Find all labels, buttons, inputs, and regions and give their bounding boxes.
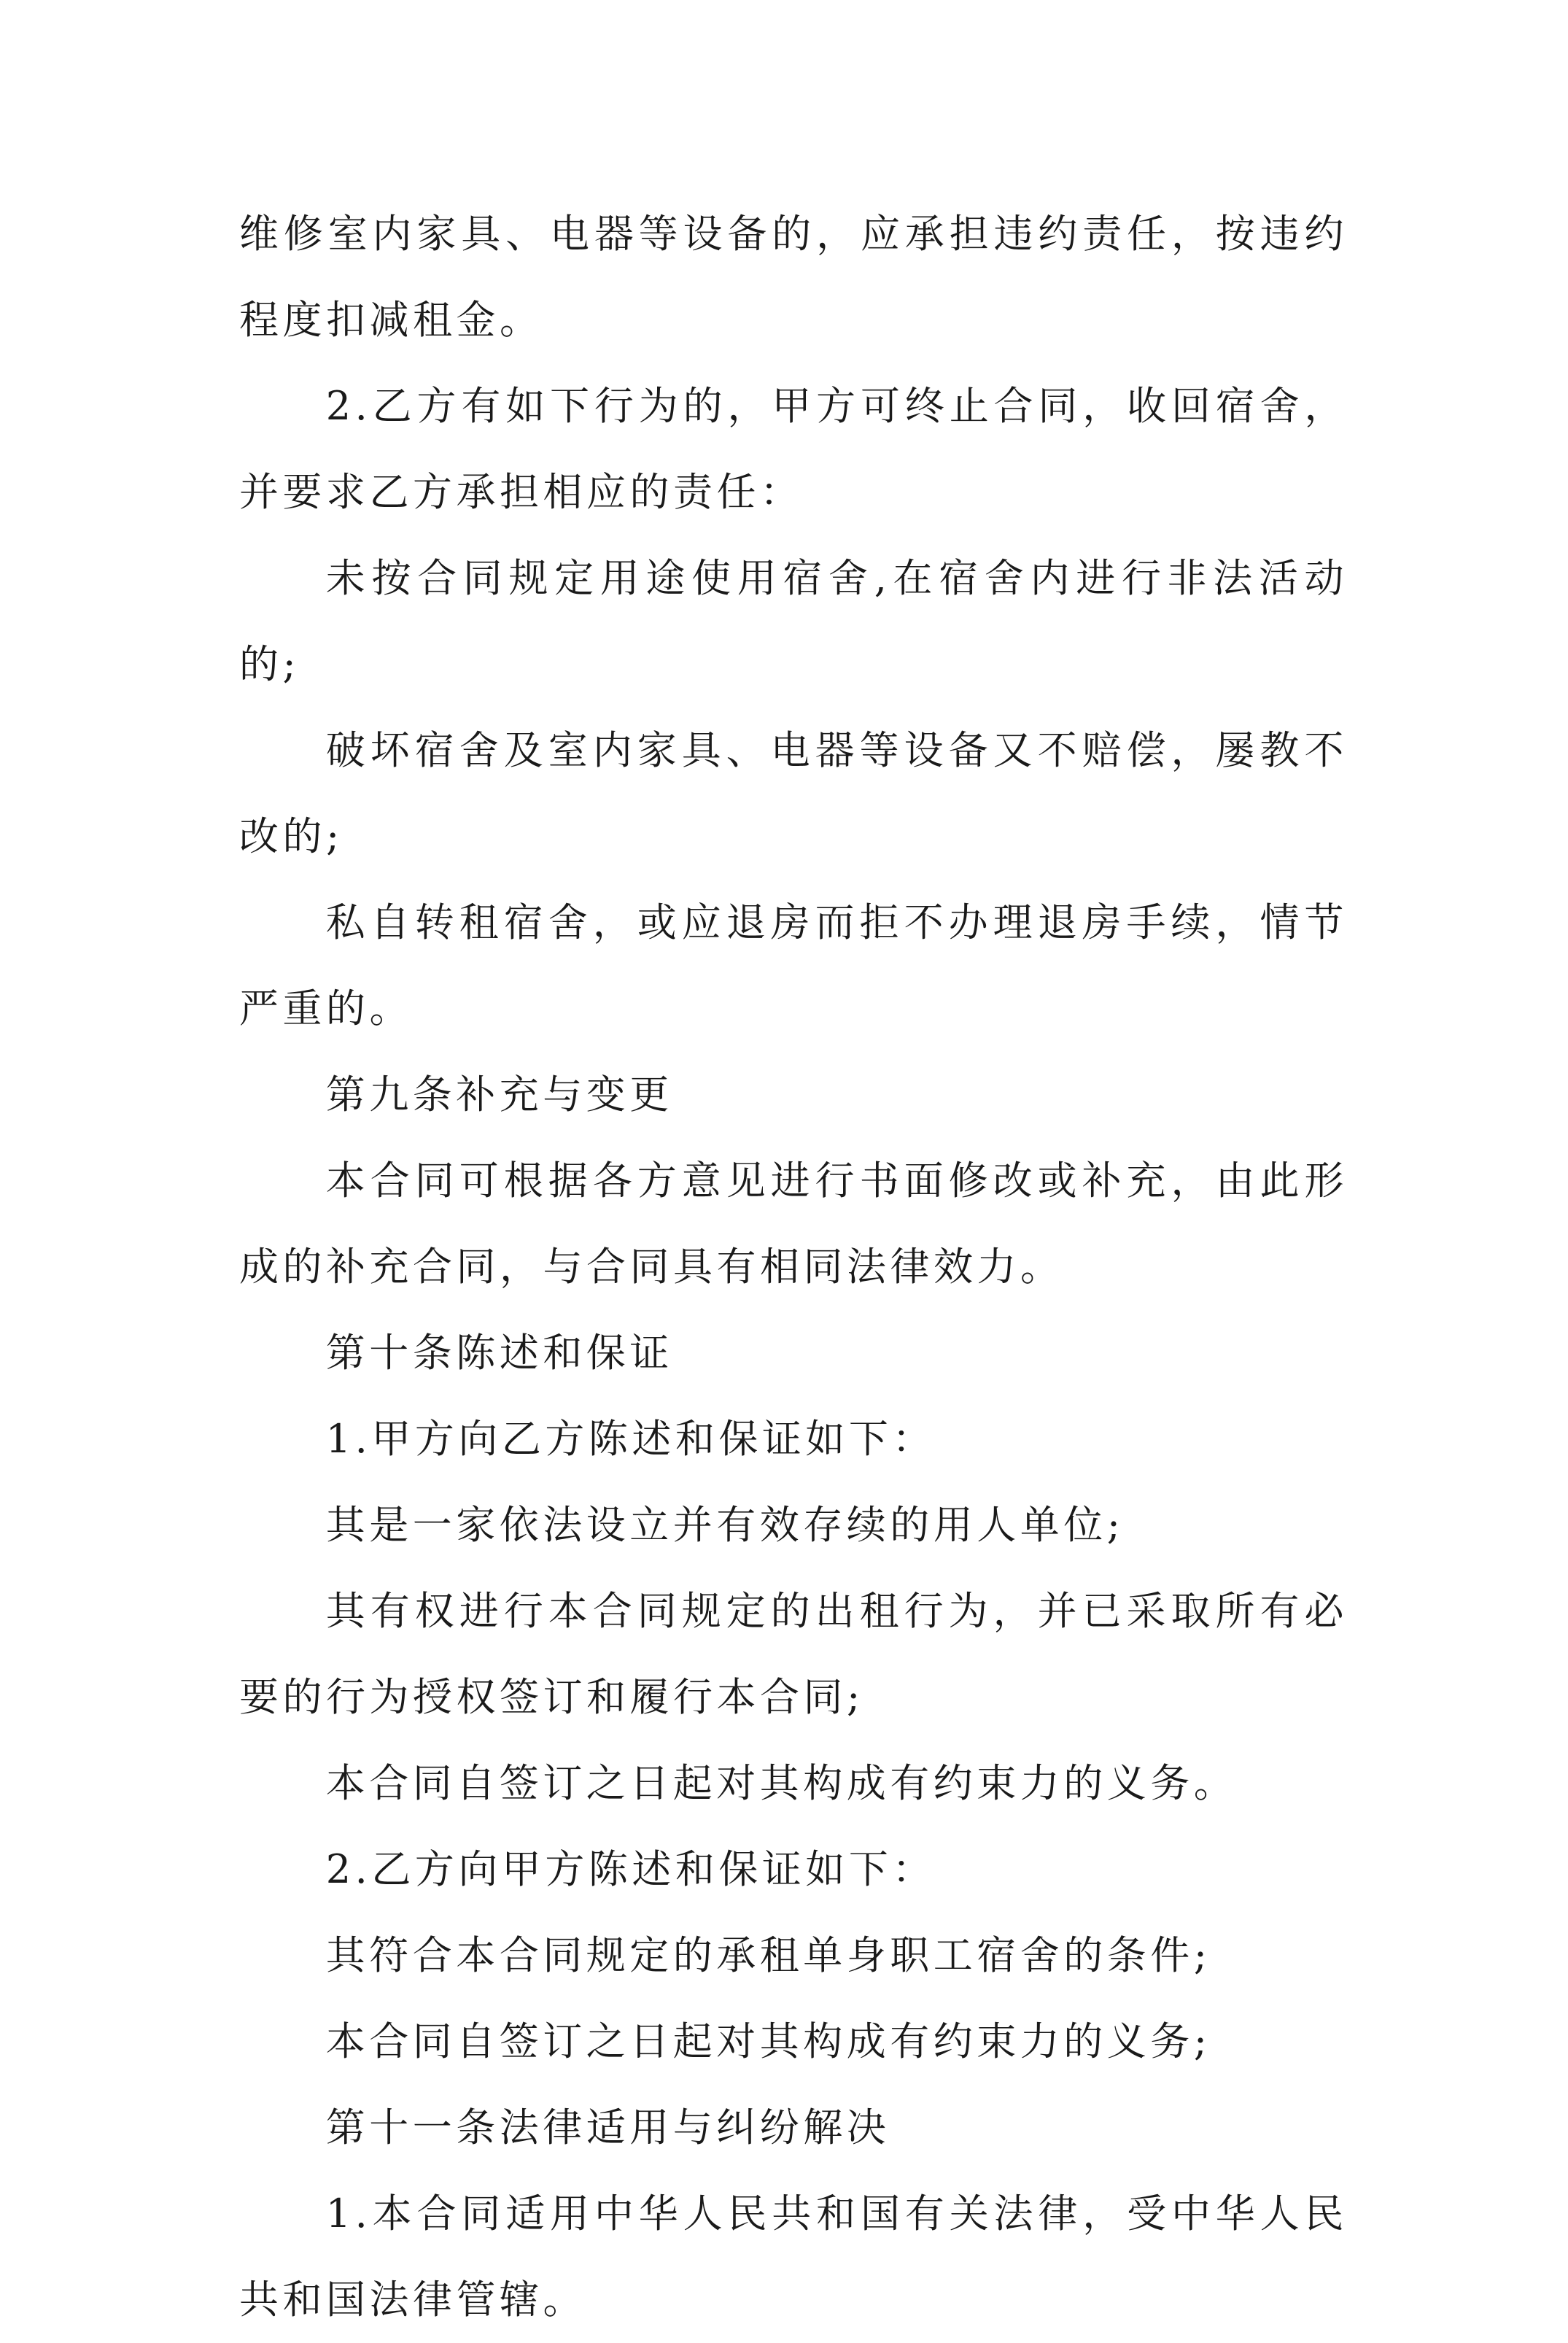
- paragraph-party-a-statement: 1.甲方向乙方陈述和保证如下：: [325, 1416, 936, 1462]
- paragraph-article-11-clause-1: 1.本合同适用中华人民共和国有关法律，受中华人民共和国法律管辖。: [239, 2191, 1348, 2323]
- paragraph-party-b-item-2: 本合同自签订之日起对其构成有约束力的义务;: [325, 2018, 1211, 2064]
- paragraph-party-a-item-2: 其有权进行本合同规定的出租行为，并已采取所有必要的行为授权签订和履行本合同;: [239, 1588, 1348, 1720]
- paragraph-clause-2: 2.乙方有如下行为的，甲方可终止合同，收回宿舍，并要求乙方承担相应的责任：: [239, 383, 1348, 515]
- paragraph-item-sublet: 私自转租宿舍，或应退房而拒不办理退房手续，情节严重的。: [239, 899, 1348, 1031]
- paragraph-party-a-item-3: 本合同自签订之日起对其构成有约束力的义务。: [325, 1760, 1238, 1806]
- document-body: [239, 191, 1348, 2343]
- paragraph-party-b-item-1: 其符合本合同规定的承租单身职工宿舍的条件;: [325, 1932, 1211, 1978]
- paragraph-article-9-body: 本合同可根据各方意见进行书面修改或补充，由此形成的补充合同，与合同具有相同法律效力。: [239, 1158, 1348, 1290]
- paragraph-item-damage: 破坏宿舍及室内家具、电器等设备又不赔偿，屡教不改的;: [239, 727, 1348, 859]
- paragraph-continuation: 维修室内家具、电器等设备的，应承担违约责任，按违约程度扣减租金。: [239, 211, 1348, 343]
- paragraph-party-b-statement: 2.乙方向甲方陈述和保证如下：: [325, 1846, 936, 1892]
- paragraph-item-misuse: 未按合同规定用途使用宿舍,在宿舍内进行非法活动的;: [239, 555, 1348, 687]
- heading-article-9: 第九条补充与变更: [325, 1072, 673, 1118]
- heading-article-11: 第十一条法律适用与纠纷解决: [325, 2104, 890, 2150]
- heading-article-10: 第十条陈述和保证: [325, 1330, 673, 1376]
- paragraph-party-a-item-1: 其是一家依法设立并有效存续的用人单位;: [325, 1502, 1125, 1548]
